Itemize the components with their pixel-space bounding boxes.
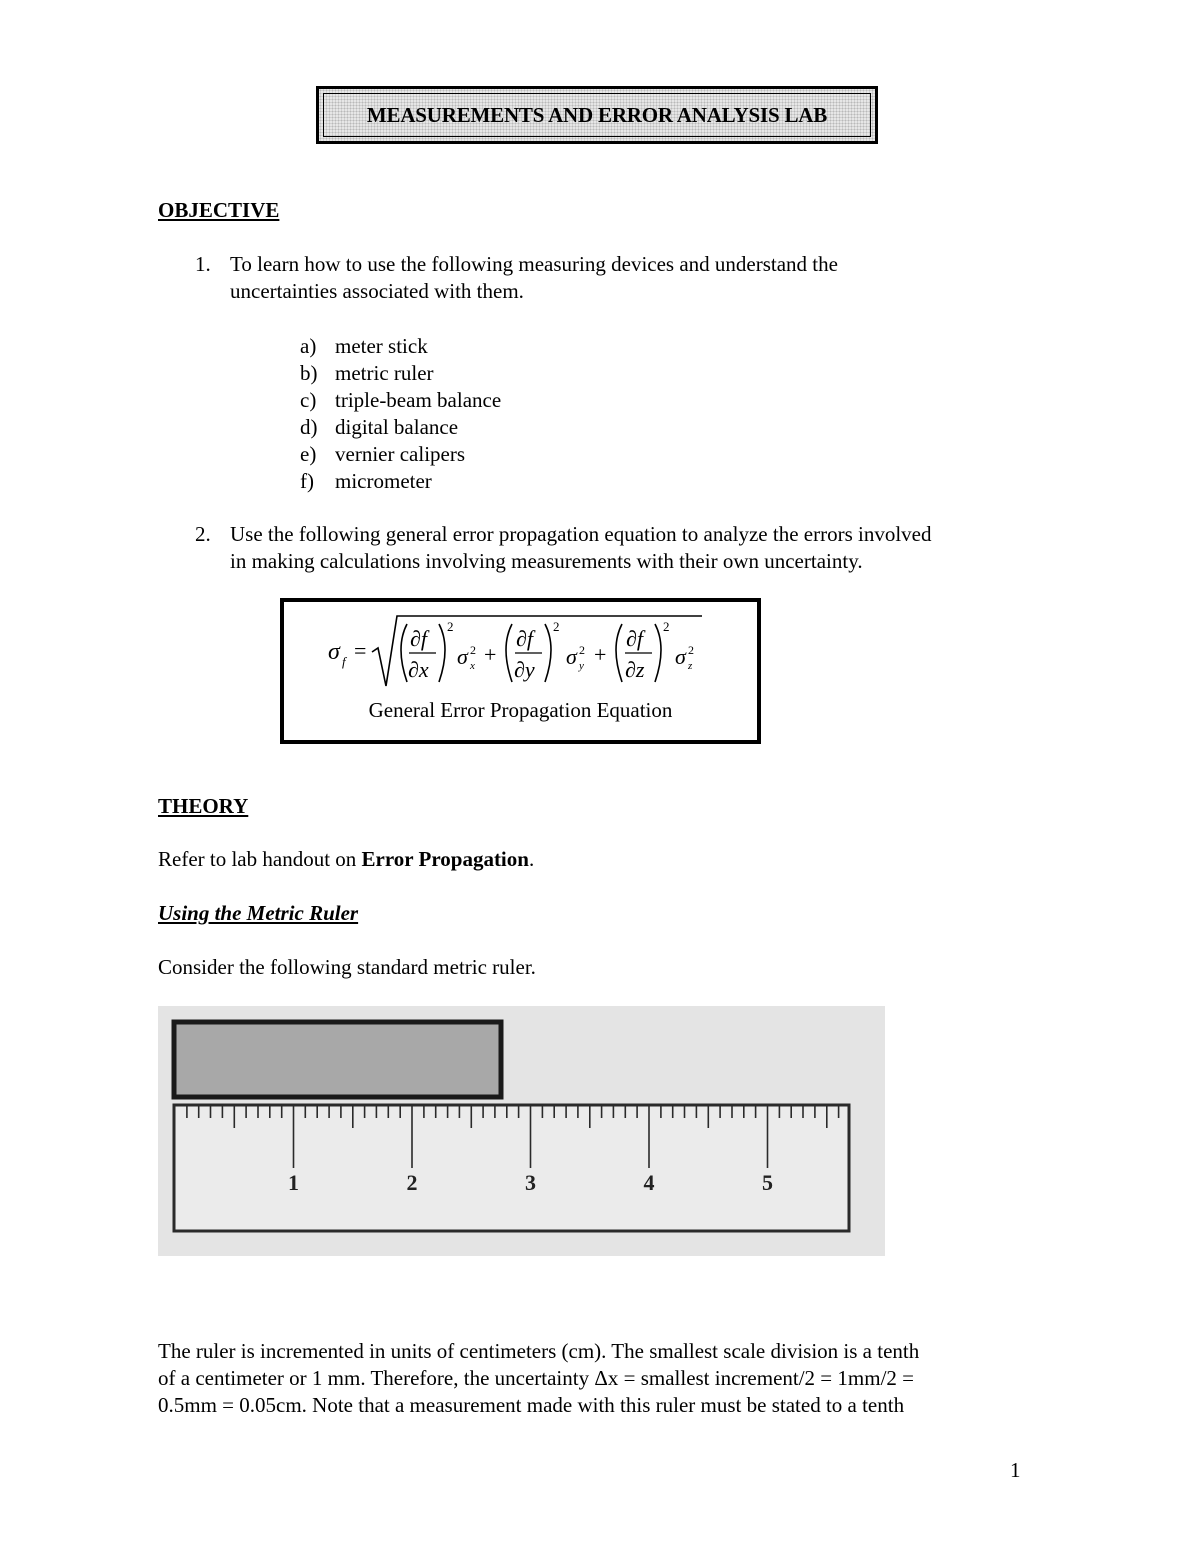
ruler-paragraph-line-2: of a centimeter or 1 mm. Therefore, the uncertainty Δx = smallest increment/2 = 1mm/2 =: [158, 1366, 914, 1390]
page-title: MEASUREMENTS AND ERROR ANALYSIS LAB: [366, 102, 828, 127]
metric-ruler-subheading: Using the Metric Ruler: [158, 901, 359, 925]
title-box: [316, 86, 878, 144]
item-2-line-1: Use the following general error propagation equation to analyze the errors involved: [230, 522, 932, 546]
item-2-line-2: in making calculations involving measurements with their own uncertainty.: [230, 549, 863, 573]
list-item-text: micrometer: [335, 469, 432, 493]
ruler-figure: [158, 1006, 885, 1256]
list-item-text: metric ruler: [335, 361, 434, 385]
item-1-number: 1.: [195, 252, 211, 276]
theory-refer-text: [158, 846, 534, 873]
list-item: [300, 333, 501, 360]
item-1-line-1: To learn how to use the following measuring devices and understand the: [230, 252, 838, 276]
svg-text:y: y: [579, 660, 584, 672]
list-item-label: b): [300, 361, 318, 385]
svg-text:σ: σ: [457, 644, 468, 669]
list-item-label: f): [300, 469, 314, 493]
theory-heading: THEORY: [158, 794, 249, 818]
ruler-tick-label: 2: [406, 1170, 418, 1195]
ruler-paragraph-line-3: 0.5mm = 0.05cm. Note that a measurement made with this ruler must be stated to a tenth: [158, 1393, 905, 1417]
item-1-line-2: uncertainties associated with them.: [230, 279, 524, 303]
svg-text:2: 2: [553, 619, 560, 634]
list-item-text: triple-beam balance: [335, 388, 502, 412]
svg-text:2: 2: [663, 619, 670, 634]
equation-caption: General Error Propagation Equation: [368, 698, 673, 722]
refer-bold: Error Propagation: [361, 847, 529, 871]
ruler-tick-label: 3: [525, 1170, 536, 1195]
svg-text:z: z: [688, 660, 693, 672]
list-item: [300, 387, 501, 414]
list-item-label: d): [300, 415, 318, 439]
list-item: [300, 414, 501, 441]
list-item: [300, 360, 501, 387]
svg-text:+: +: [484, 642, 497, 667]
svg-text:x: x: [470, 660, 475, 672]
svg-text:∂y: ∂y: [514, 657, 535, 682]
svg-text:2: 2: [688, 643, 694, 657]
device-list: [300, 333, 501, 495]
error-propagation-equation: [284, 602, 757, 692]
item-2-number: 2.: [195, 522, 211, 546]
svg-text:σ: σ: [328, 639, 340, 665]
ruler-paragraph-line-1: The ruler is incremented in units of centimeters (cm). The smallest scale division is a tenth: [158, 1339, 920, 1363]
list-item-text: digital balance: [335, 415, 459, 439]
measured-object: [174, 1022, 501, 1097]
page-number: 1: [1010, 1458, 1021, 1482]
svg-text:∂z: ∂z: [625, 657, 645, 682]
objective-heading: OBJECTIVE: [158, 198, 280, 222]
svg-text:=: =: [354, 638, 367, 663]
ruler-body: [174, 1105, 849, 1231]
list-item: [300, 441, 501, 468]
svg-text:∂f: ∂f: [626, 626, 643, 651]
list-item-text: meter stick: [335, 334, 428, 358]
svg-text:2: 2: [447, 619, 454, 634]
refer-suffix: .: [528, 847, 535, 871]
svg-text:+: +: [594, 642, 607, 667]
refer-prefix: Refer to lab handout on: [158, 847, 362, 871]
ruler-tick-label: 1: [288, 1170, 299, 1195]
metric-ruler-illustration: [158, 1006, 885, 1256]
svg-text:σ: σ: [566, 644, 577, 669]
list-item-label: e): [300, 442, 317, 466]
svg-text:σ: σ: [675, 644, 686, 669]
ruler-tick-label: 4: [643, 1170, 655, 1195]
list-item-label: c): [300, 388, 317, 412]
list-item: [300, 468, 501, 495]
svg-text:∂f: ∂f: [410, 626, 427, 651]
svg-text:∂x: ∂x: [408, 657, 429, 682]
ruler-tick-label: 5: [762, 1170, 773, 1195]
svg-text:2: 2: [579, 643, 585, 657]
list-item-text: vernier calipers: [335, 442, 466, 466]
svg-text:2: 2: [470, 643, 476, 657]
equation-box: [280, 598, 761, 744]
svg-text:f: f: [342, 654, 346, 669]
svg-text:∂f: ∂f: [516, 626, 533, 651]
consider-text: Consider the following standard metric ruler.: [158, 955, 536, 979]
list-item-label: a): [300, 334, 317, 358]
